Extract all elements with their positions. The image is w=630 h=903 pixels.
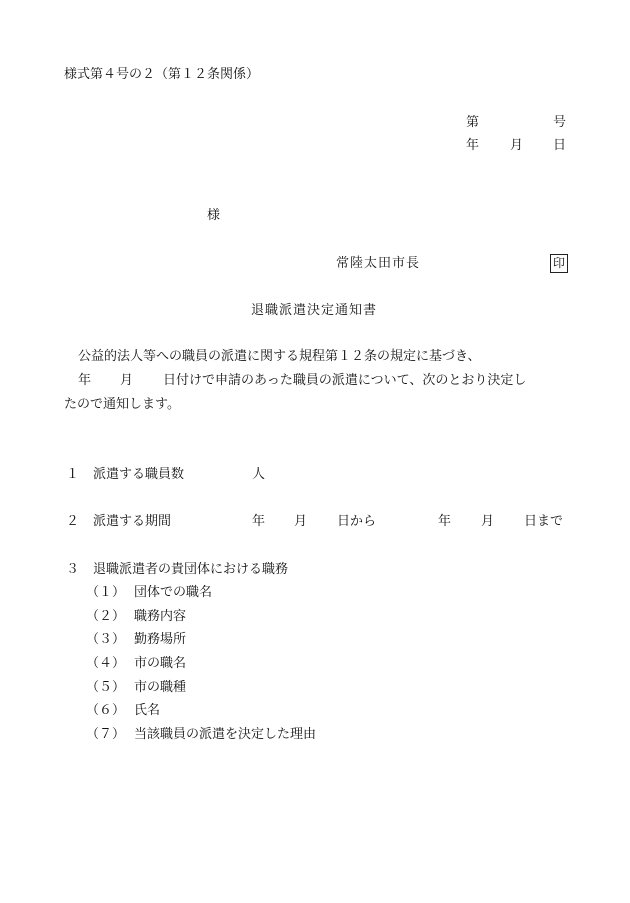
- item2-end-day: 日まで: [524, 514, 564, 529]
- addressee-suffix: 様: [207, 208, 221, 223]
- date-day: 日: [553, 138, 567, 153]
- item1-label: 派遣する職員数: [93, 467, 185, 482]
- doc-number-suffix: 号: [553, 115, 567, 130]
- subitem-number: （５）: [86, 680, 126, 695]
- issuer: 常陸太田市長: [336, 256, 421, 271]
- item3-number: ３: [66, 562, 80, 577]
- item2-start-month: 月: [294, 514, 308, 529]
- item2-start-day: 日から: [337, 514, 377, 529]
- item2-label: 派遣する期間: [93, 514, 172, 529]
- subitem-number: （７）: [86, 727, 126, 742]
- document-title: 退職派遣決定通知書: [251, 303, 378, 318]
- item2-end-month: 月: [481, 514, 495, 529]
- subitem-label: 市の職種: [134, 680, 187, 695]
- form-label: 様式第４号の２（第１２条関係）: [64, 67, 260, 82]
- subitem-number: （２）: [86, 609, 126, 624]
- body-line-1: 公益的法人等への職員の派遣に関する規程第１２条の規定に基づき、: [78, 349, 481, 364]
- body-line2-rest: 日付けで申請のあった職員の派遣について、次のとおり決定し: [163, 373, 527, 388]
- body-line2-month: 月: [120, 373, 134, 388]
- subitem-number: （６）: [86, 703, 126, 718]
- subitem-label: 氏名: [134, 703, 161, 718]
- seal-mark: 印: [550, 254, 568, 273]
- item1-number: １: [66, 467, 80, 482]
- subitem-label: 市の職名: [134, 656, 187, 671]
- body-line2-year: 年: [78, 373, 92, 388]
- subitem-number: （４）: [86, 656, 126, 671]
- item1-unit: 人: [252, 467, 266, 482]
- subitem-label: 職務内容: [134, 609, 187, 624]
- item2-end-year: 年: [438, 514, 452, 529]
- item2-number: ２: [66, 514, 80, 529]
- date-year: 年: [466, 138, 480, 153]
- subitem-label: 勤務場所: [134, 632, 187, 647]
- item3-label: 退職派遣者の貴団体における職務: [93, 562, 289, 577]
- subitem-number: （１）: [86, 585, 126, 600]
- doc-number-prefix: 第: [466, 115, 480, 130]
- subitem-number: （３）: [86, 632, 126, 647]
- body-line-3: たので通知します。: [64, 397, 180, 412]
- subitem-label: 団体での職名: [134, 585, 213, 600]
- date-month: 月: [510, 138, 524, 153]
- subitem-label: 当該職員の派遣を決定した理由: [134, 727, 317, 742]
- item2-start-year: 年: [252, 514, 266, 529]
